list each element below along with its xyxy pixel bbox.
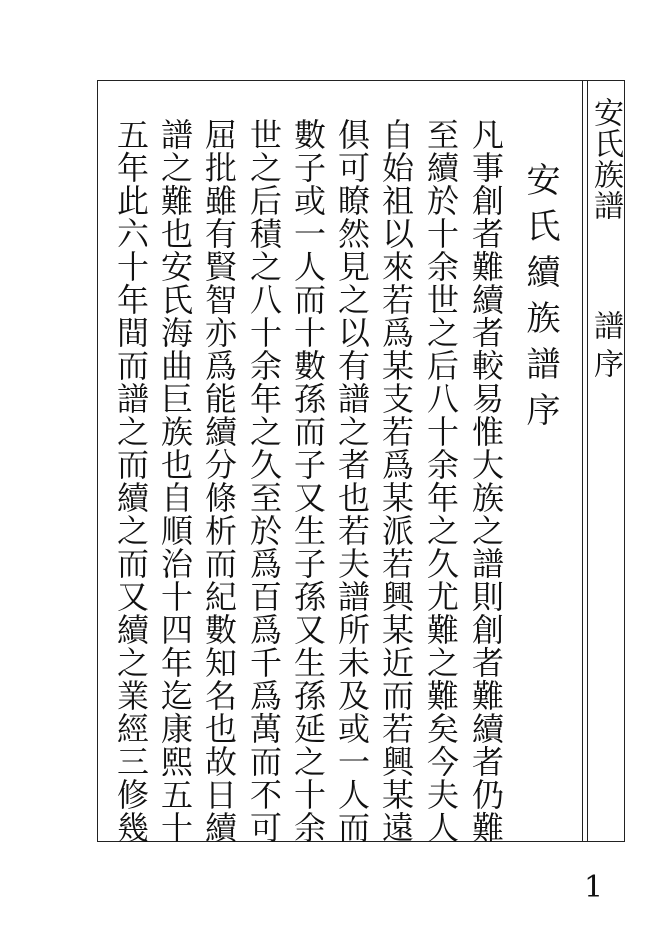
text-column: 五年此六十年間而譜之而續之而又續之業經三修幾 [112,118,150,844]
book-title: 安氏族譜 [588,97,623,221]
text-column: 譜之難也安氏海曲巨族也自順治十四年迄康熙五十 [156,118,194,844]
text-column: 至續於十余世之后八十余年之久尤難之難矣今夫人 [422,118,460,844]
text-column: 數子或一人而十數孫而子又生子孫又生孫延之十余 [289,118,327,844]
document-heading: 安氏續族譜序 [520,162,560,438]
margin-divider-line [582,80,583,842]
text-column: 自始祖以來若爲某支若爲某派若興某近而若興某遠 [377,118,415,844]
text-column: 世之后積之八十余年之久至於爲百爲千爲萬而不可 [245,118,283,844]
text-column: 屈批雖有賢智亦爲能續分條析而紀數知名也故日續 [200,118,238,844]
text-column: 俱可瞭然見之以有譜之者也若夫譜所未及或一人而 [333,118,371,844]
page-number: 1 [584,870,604,905]
text-column: 凡事創者難續者較易惟大族之譜則創者難續者仍難 [467,118,505,844]
section-label: 譜序 [588,310,623,386]
